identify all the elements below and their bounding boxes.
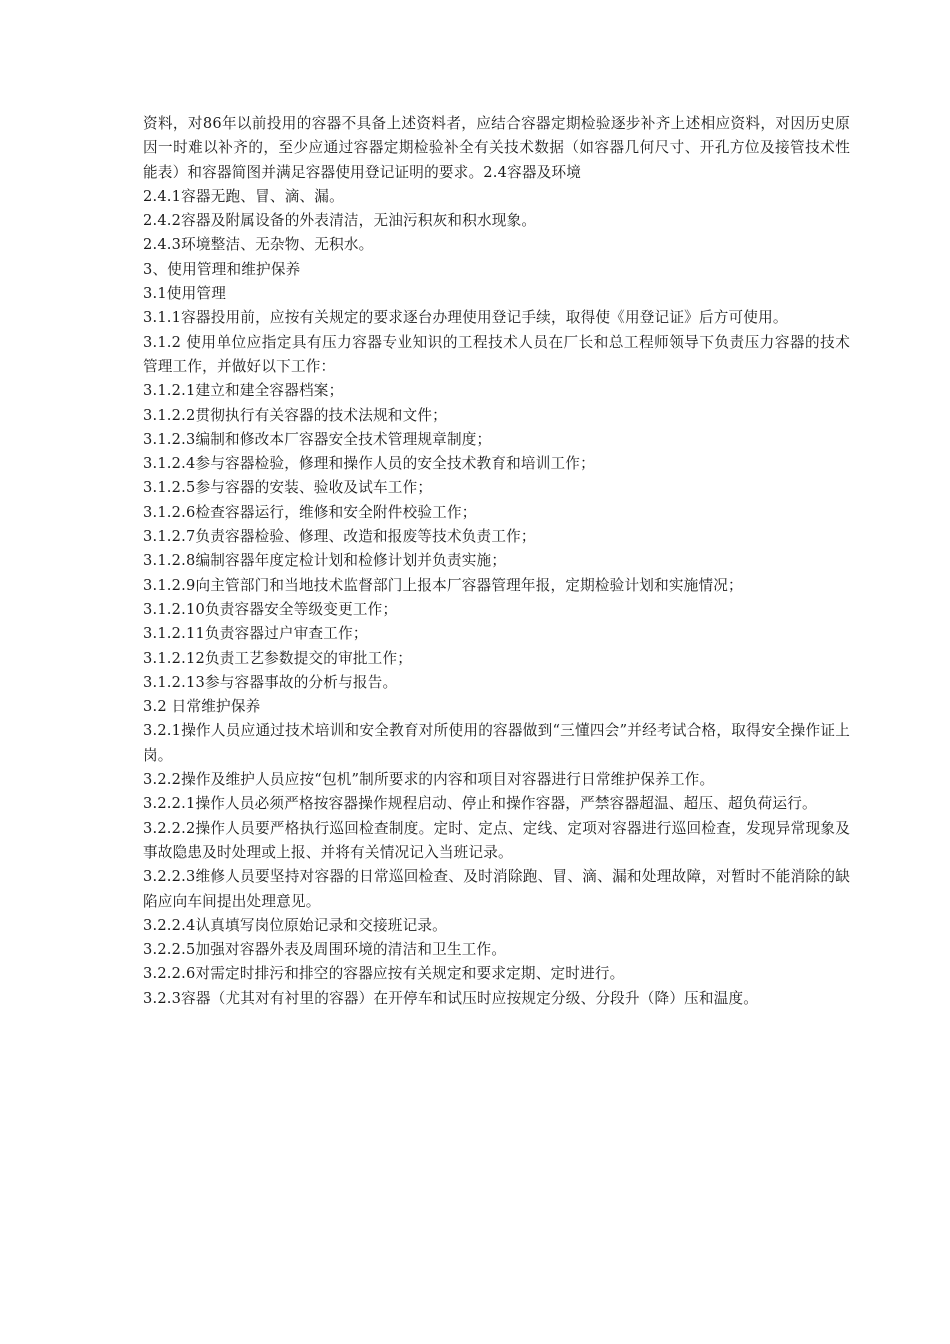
paragraph-25: 3.2.2.1操作人员必须严格按容器操作规程启动、停止和操作容器，严禁容器超温、超压、超负荷运行。 <box>143 795 817 813</box>
list-item: 3.1.2.10负责容器安全等级变更工作； <box>143 600 398 618</box>
paragraph-7: 3.1.1容器投用前，应按有关规定的要求逐台办理使用登记手续，取得使《用登记证》后方可使用。 <box>143 309 788 327</box>
list-item: 3.1.2.8编制容器年度定检计划和检修计划并负责实施； <box>143 552 507 570</box>
paragraph-8: 3.1.2 使用单位应指定具有压力容器专业知识的工程技术人员在厂长和总工程师领导下负责压力容器的技术管理工作，并做好以下工作： <box>143 333 850 375</box>
section-heading-3-1: 3.1使用管理 <box>143 285 226 303</box>
paragraph-2: 2.4.1容器无跑、冒、滴、漏。 <box>143 187 344 205</box>
paragraph-26: 3.2.2.2操作人员要严格执行巡回检查制度。定时、定点、定线、定项对容器进行巡回检查，发现异常现象及事故隐患及时处理或上报、并将有关情况记入当班记录。 <box>143 819 850 861</box>
paragraph-30: 3.2.2.6对需定时排污和排空的容器应按有关规定和要求定期、定时进行。 <box>143 965 625 983</box>
list-item: 3.1.2.5参与容器的安装、验收及试车工作； <box>143 479 433 497</box>
list-item: 3.1.2.11负责容器过户审查工作； <box>143 625 368 643</box>
list-item: 3.1.2.3编制和修改本厂容器安全技术管理规章制度； <box>143 430 492 448</box>
paragraph-28: 3.2.2.4认真填写岗位原始记录和交接班记录。 <box>143 916 447 934</box>
paragraph-27: 3.2.2.3维修人员要坚持对容器的日常巡回检查、及时消除跑、冒、滴、漏和处理故障，对暂时不能消除的缺陷应向车间提出处理意见。 <box>143 868 850 910</box>
paragraph-24: 3.2.2操作及维护人员应按“包机”制所要求的内容和项目对容器进行日常维护保养工作。 <box>143 771 715 789</box>
list-item: 3.1.2.9向主管部门和当地技术监督部门上报本厂容器管理年报，定期检验计划和实施情况； <box>143 576 743 594</box>
paragraph-4: 2.4.3环境整洁、无杂物、无积水。 <box>143 236 374 254</box>
section-heading-3: 3、使用管理和维护保养 <box>143 260 301 278</box>
list-item: 3.1.2.1建立和建全容器档案； <box>143 382 344 400</box>
list-item: 3.1.2.7负责容器检验、修理、改造和报废等技术负责工作； <box>143 528 536 546</box>
paragraph-29: 3.2.2.5加强对容器外表及周围环境的清洁和卫生工作。 <box>143 941 507 959</box>
list-item: 3.1.2.4参与容器检验，修理和操作人员的安全技术教育和培训工作； <box>143 455 595 473</box>
list-item: 3.1.2.13参与容器事故的分析与报告。 <box>143 673 398 691</box>
paragraph-31: 3.2.3容器（尤其对有衬里的容器）在开停车和试压时应按规定分级、分段升（降）压和温度。 <box>143 989 759 1007</box>
list-item: 3.1.2.6检查容器运行，维修和安全附件校验工作； <box>143 503 477 521</box>
paragraph-3: 2.4.2容器及附属设备的外表清洁，无油污积灰和积水现象。 <box>143 212 537 230</box>
paragraph-1: 资料，对86年以前投用的容器不具备上述资料者，应结合容器定期检验逐步补齐上述相应资料，对因历史原因一时难以补齐的，至少应通过容器定期检验补全有关技术数据（如容器几何尺寸、开孔方位及接管技术性能表）和容器简图并满足容器使用登记证明的要求。2.4容器及环境 <box>143 115 850 181</box>
document-body <box>143 112 850 1011</box>
paragraph-23: 3.2.1操作人员应通过技术培训和安全教育对所使用的容器做到“三懂四会”并经考试合格，取得安全操作证上岗。 <box>143 722 850 764</box>
section-heading-3-2: 3.2 日常维护保养 <box>143 698 261 716</box>
list-item: 3.1.2.2贯彻执行有关容器的技术法规和文件； <box>143 406 447 424</box>
list-item: 3.1.2.12负责工艺参数提交的审批工作； <box>143 649 413 667</box>
